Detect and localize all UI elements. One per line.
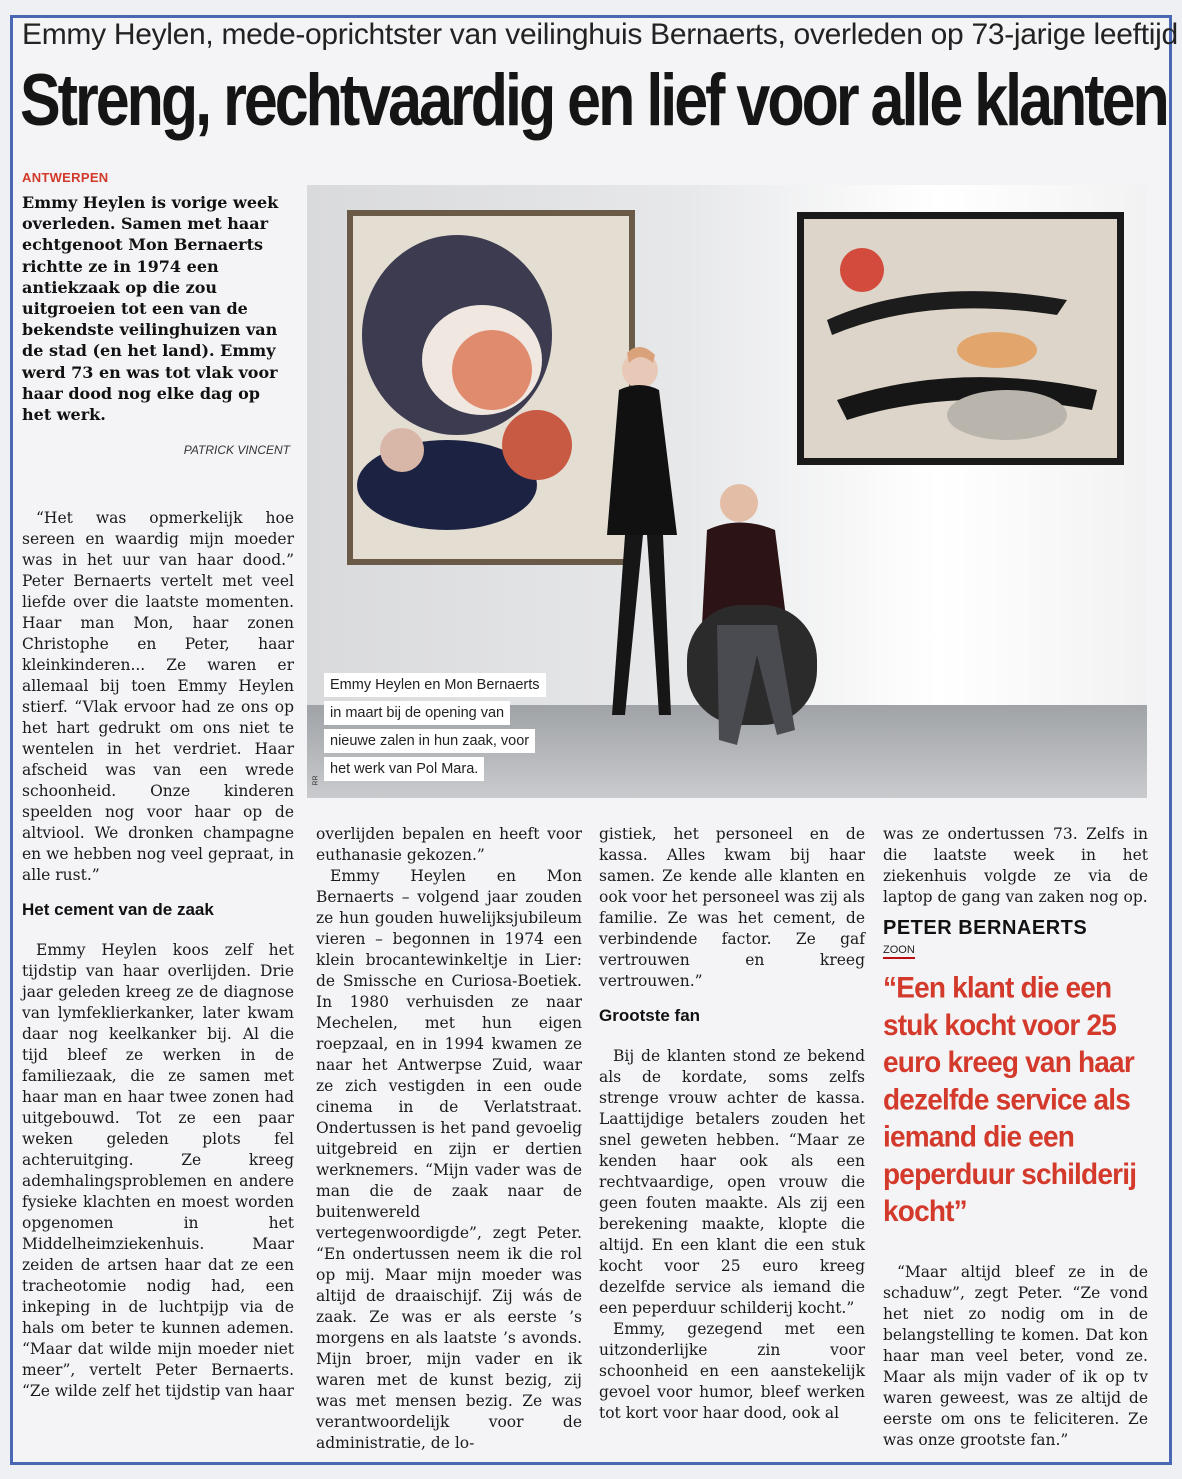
caption-line: in maart bij de opening van [324,701,510,725]
column-3 [599,824,865,1424]
subheading: Het cement van de zaak [22,900,214,919]
article-photo [307,185,1147,798]
paragraph: gistiek, het personeel en de kassa. Alles kwam bij haar samen. Ze kende alle klanten en ook voor het personeel was zij als familie. Ze was het cement, de verbindende factor. Ze gaf vertrouwen en kreeg vertrouwen.” [599,825,865,990]
paragraph: “Het was opmerkelijk hoe sereen en waardig mijn moeder was in het uur van haar dood.” Peter Bernaerts vertelt met veel liefde over die laatste momenten. Haar man Mon, haar zonen Christophe en Peter, haar kleinkinderen... Ze waren er allemaal bij toen Emmy Heylen stierf. “Vlak ervoor had ze ons op het hart gedrukt om ons niet te wentelen in het verdriet. Haar afscheid was van een wrede schoonheid. Onze kinderen speelden nog voor haar op de altviool. We dronken champagne en we hebben nog veel gepraat, in alle rust.” [22,509,294,884]
article-lead: Emmy Heylen is vorige week overleden. Samen met haar echtgenoot Mon Bernaerts richtte ze in 1974 een antiekzaak op die zou uitgroeien tot een van de bekendste veilinghuizen van de stad (en het land). Emmy werd 73 en was tot vlak voor haar dood nog elke dag op het werk. [22,193,279,425]
right-painting [797,212,1124,465]
caption-line: nieuwe zalen in hun zaak, voor [324,729,535,753]
byline: PATRICK VINCENT [183,443,290,457]
column-1 [22,508,294,1402]
pull-quote [883,917,1148,1228]
article-kicker: Emmy Heylen, mede-oprichtster van veilinghuis Bernaerts, overleden op 73-jarige leeftijd [22,18,1178,51]
photo-credit: RR [312,775,320,786]
left-painting [347,210,635,565]
paragraph: “Maar altijd bleef ze in de schaduw”, zegt Peter. “Ze vond het niet zo nodig om in de belangstelling te komen. Dat kon haar man veel beter, vond ze. Maar als mijn vader of ik op tv waren geweest, was ze altijd de eerste om ons te feliciteren. Ze was onze grootste fan.” [883,1263,1148,1449]
paragraph: Bij de klanten stond ze bekend als de kordate, soms zelfs strenge vrouw achter de kassa. Laattijdige betalers zouden het snel geweten hebben. “Maar ze kenden haar ook als een rechtvaardige, open vrouw die geen fouten maakte. Als zij een berekening maakte, klopte die altijd. En een klant die een stuk kocht voor 25 euro kreeg dezelfde service als iemand die een peperduur schilderij kocht.” [599,1047,865,1317]
column-2 [316,824,582,1454]
caption-line: Emmy Heylen en Mon Bernaerts [324,673,546,697]
subheading: Grootste fan [599,1006,701,1025]
paragraph: Emmy Heylen en Mon Bernaerts – volgend jaar zouden ze hun gouden huwelijksjubileum vieren – begonnen in 1974 een klein brocantewinkeltje in Lier: de Smissche en Curiosa-Boetiek. In 1980 verhuisden ze naar Mechelen, met hun eigen roepzaal, en in 1994 kwamen ze naar het Antwerpse Zuid, waar ze zich vestigden in een oude cinema in de Verlatstraat. Ondertussen is het pand gevoelig uitgebreid en zijn er dertien werknemers. “Mijn vader was de man die de zaak naar de buitenwereld vertegenwoordigde”, zegt Peter. “En ondertussen neem ik die rol op mij. Maar mijn moeder was altijd de draaischijf. Zij wás de zaak. Ze was er als eerste ’s morgens en als laatste ’s avonds. Mijn broer, mijn vader en ik waren met de kunst bezig, zij was met mensen bezig. Ze was verantwoordelijk voor de administratie, de lo- [316,867,582,1452]
paragraph: Emmy Heylen koos zelf het tijdstip van haar overlijden. Drie jaar geleden kreeg ze de diagnose van lymfeklierkanker, later kwam daar nog keelkanker bij. Al die tijd bleef ze werken in de familiezaak, die ze samen met haar man en haar twee zonen had uitgebouwd. Tot ze een paar weken geleden plots fel achteruitging. Ze kreeg ademhalingsproblemen en andere fysieke klachten en moest worden opgenomen in het Middelheimziekenhuis. Maar zeiden de artsen haar dat ze een tracheotomie nodig had, een inkeping in de luchtpijp via de hals om beter te kunnen ademen. “Maar dat wilde mijn moeder niet meer”, vertelt Peter Bernaerts. “Ze wilde zelf het tijdstip van haar [22,941,294,1400]
dateline: ANTWERPEN [22,170,109,185]
photo-caption [324,673,569,785]
quote-text: “Een klant die een stuk kocht voor 25 euro kreeg van haar dezelfde service als iemand die een peperduur schilderij kocht” [883,971,1137,1228]
quote-role: ZOON [883,944,915,959]
column-4-bottom [883,1262,1148,1451]
paragraph: Emmy, gezegend met een uitzonderlijke zin voor schoonheid en een aanstekelijk gevoel voor humor, bleef werken tot kort voor haar dood, ook al [599,1320,865,1422]
paragraph: overlijden bepalen en heeft voor euthanasie gekozen.” [316,825,582,864]
couple-figures [607,347,817,745]
paragraph: was ze ondertussen 73. Zelfs in die laatste week in het ziekenhuis volgde ze via de laptop de gang van zaken nog op. [883,825,1148,906]
article-headline: Streng, rechtvaardig en lief voor alle klanten [20,59,1167,141]
column-4-top [883,824,1148,908]
caption-line: het werk van Pol Mara. [324,757,484,781]
quote-name: PETER BERNAERTS [883,917,1088,939]
